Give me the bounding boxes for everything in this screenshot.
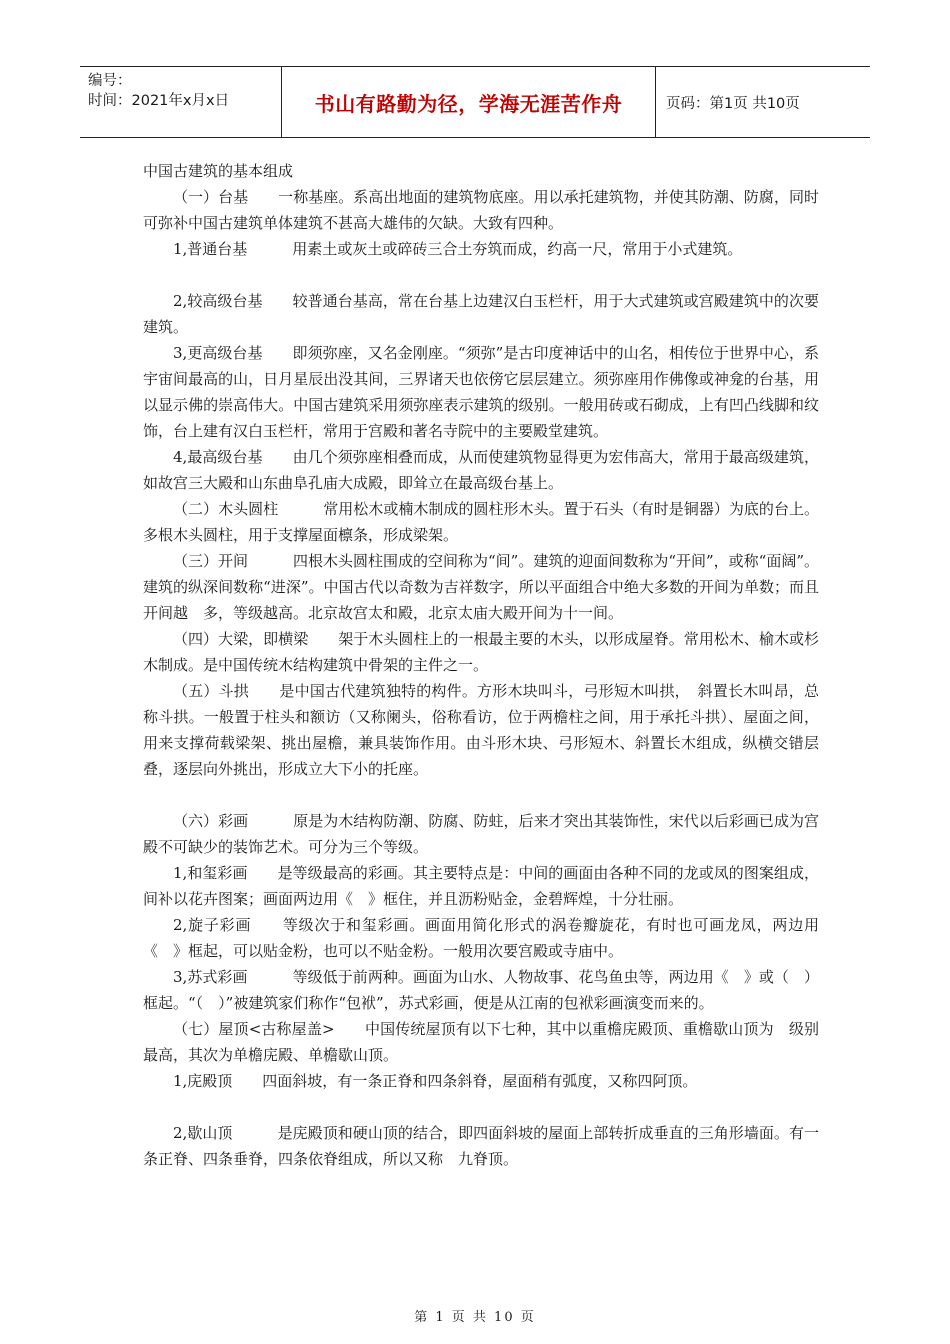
page-footer: 第 1 页 共 10 页 [414,1310,536,1325]
paragraph: 2,旋子彩画 等级次于和玺彩画。画面用简化形式的涡卷瓣旋花，有时也可画龙凤，两边用《 》框起，可以贴金粉，也可以不贴金粉。一般用次要宫殿或寺庙中。 [143,916,819,960]
paragraph-list [143,184,819,1172]
header-motto: 书山有路勤为径，学海无涯苦作舟 [282,67,656,137]
date-label: 时间：2021年x月x日 [88,93,230,109]
document-body [143,158,819,1172]
header-table [80,66,870,138]
paragraph: （五）斗拱 是中国古代建筑独特的构件。方形木块叫斗，弓形短木叫拱， 斜置长木叫昂，总称斗拱。一般置于柱头和额访（又称阑头，俗称看访，位于两檐柱之间，用于承托斗拱）、屋面之间，用来支撑荷载梁架、挑出屋檐，兼具装饰作用。由斗形木块、弓形短木、斜置长木组成，纵横交错层叠，逐层向外挑出，形成立大下小的托座。 [143,682,819,778]
paragraph: （一）台基 一称基座。系高出地面的建筑物底座。用以承托建筑物，并使其防潮、防腐，同时可弥补中国古建筑单体建筑不甚高大雄伟的欠缺。大致有四种。 [143,188,819,232]
paragraph: 1,庑殿顶 四面斜坡，有一条正脊和四条斜脊，屋面稍有弧度，又称四阿顶。 [173,1072,698,1090]
header-meta [80,67,282,137]
serial-label: 编号： [88,73,132,89]
paragraph: 2,歇山顶 是庑殿顶和硬山顶的结合，即四面斜坡的屋面上部转折成垂直的三角形墙面。有一条正脊、四条垂脊，四条依脊组成，所以又称 九脊顶。 [143,1124,819,1168]
paragraph: 4,最高级台基 由几个须弥座相叠而成，从而使建筑物显得更为宏伟高大，常用于最高级建筑，如故宫三大殿和山东曲阜孔庙大成殿，即耸立在最高级台基上。 [143,448,819,492]
paragraph: 3,更高级台基 即须弥座，又名金刚座。“须弥”是古印度神话中的山名，相传位于世界中心，系宇宙间最高的山，日月星辰出没其间，三界诸天也依傍它层层建立。须弥座用作佛像或神龛的台基，用以显示佛的崇高伟大。中国古建筑采用须弥座表示建筑的级别。一般用砖或石砌成，上有凹凸线脚和纹饰，台上建有汉白玉栏杆，常用于宫殿和著名寺院中的主要殿堂建筑。 [143,344,819,440]
paragraph: （七）屋顶<古称屋盖> 中国传统屋顶有以下七种，其中以重檐庑殿顶、重檐歇山顶为 级别最高，其次为单檐庑殿、单檐歇山顶。 [143,1020,819,1064]
paragraph: 2,较高级台基 较普通台基高，常在台基上边建汉白玉栏杆，用于大式建筑或宫殿建筑中的次要建筑。 [143,292,819,336]
paragraph-spacer [143,782,819,808]
paragraph: 1,普通台基 用素土或灰土或碎砖三合土夯筑而成，约高一尺，常用于小式建筑。 [173,240,743,258]
paragraph: （二）木头圆柱 常用松木或楠木制成的圆柱形木头。置于石头（有时是铜器）为底的台上。多根木头圆柱，用于支撑屋面檩条，形成梁架。 [143,500,819,544]
paragraph: （三）开间 四根木头圆柱围成的空间称为“间”。建筑的迎面间数称为“开间”，或称“面阔”。建筑的纵深间数称“进深”。中国古代以奇数为吉祥数字，所以平面组合中绝大多数的开间为单数；而且开间越 多，等级越高。北京故宫太和殿，北京太庙大殿开间为十一间。 [143,552,820,622]
paragraph-spacer [143,1094,819,1120]
paragraph-spacer [143,262,819,288]
paragraph: 1,和玺彩画 是等级最高的彩画。其主要特点是：中间的画面由各种不同的龙或凤的图案组成，间补以花卉图案；画面两边用《 》框住，并且沥粉贴金，金碧辉煌，十分壮丽。 [143,864,819,908]
paragraph: 3,苏式彩画 等级低于前两种。画面为山水、人物故事、花鸟鱼虫等，两边用《 》或（ ）框起。“（ ）”被建筑家们称作“包袱”，苏式彩画，便是从江南的包袱彩画演变而来的。 [143,968,819,1012]
paragraph: （四）大梁，即横梁 架于木头圆柱上的一根最主要的木头，以形成屋脊。常用松木、榆木或杉木制成。是中国传统木结构建筑中骨架的主件之一。 [143,630,819,674]
paragraph: （六）彩画 原是为木结构防潮、防腐、防蛀，后来才突出其装饰性，宋代以后彩画已成为宫殿不可缺少的装饰艺术。可分为三个等级。 [143,812,819,856]
header-page-info: 页码：第1页 共10页 [666,95,800,112]
document-title: 中国古建筑的基本组成 [143,162,294,180]
